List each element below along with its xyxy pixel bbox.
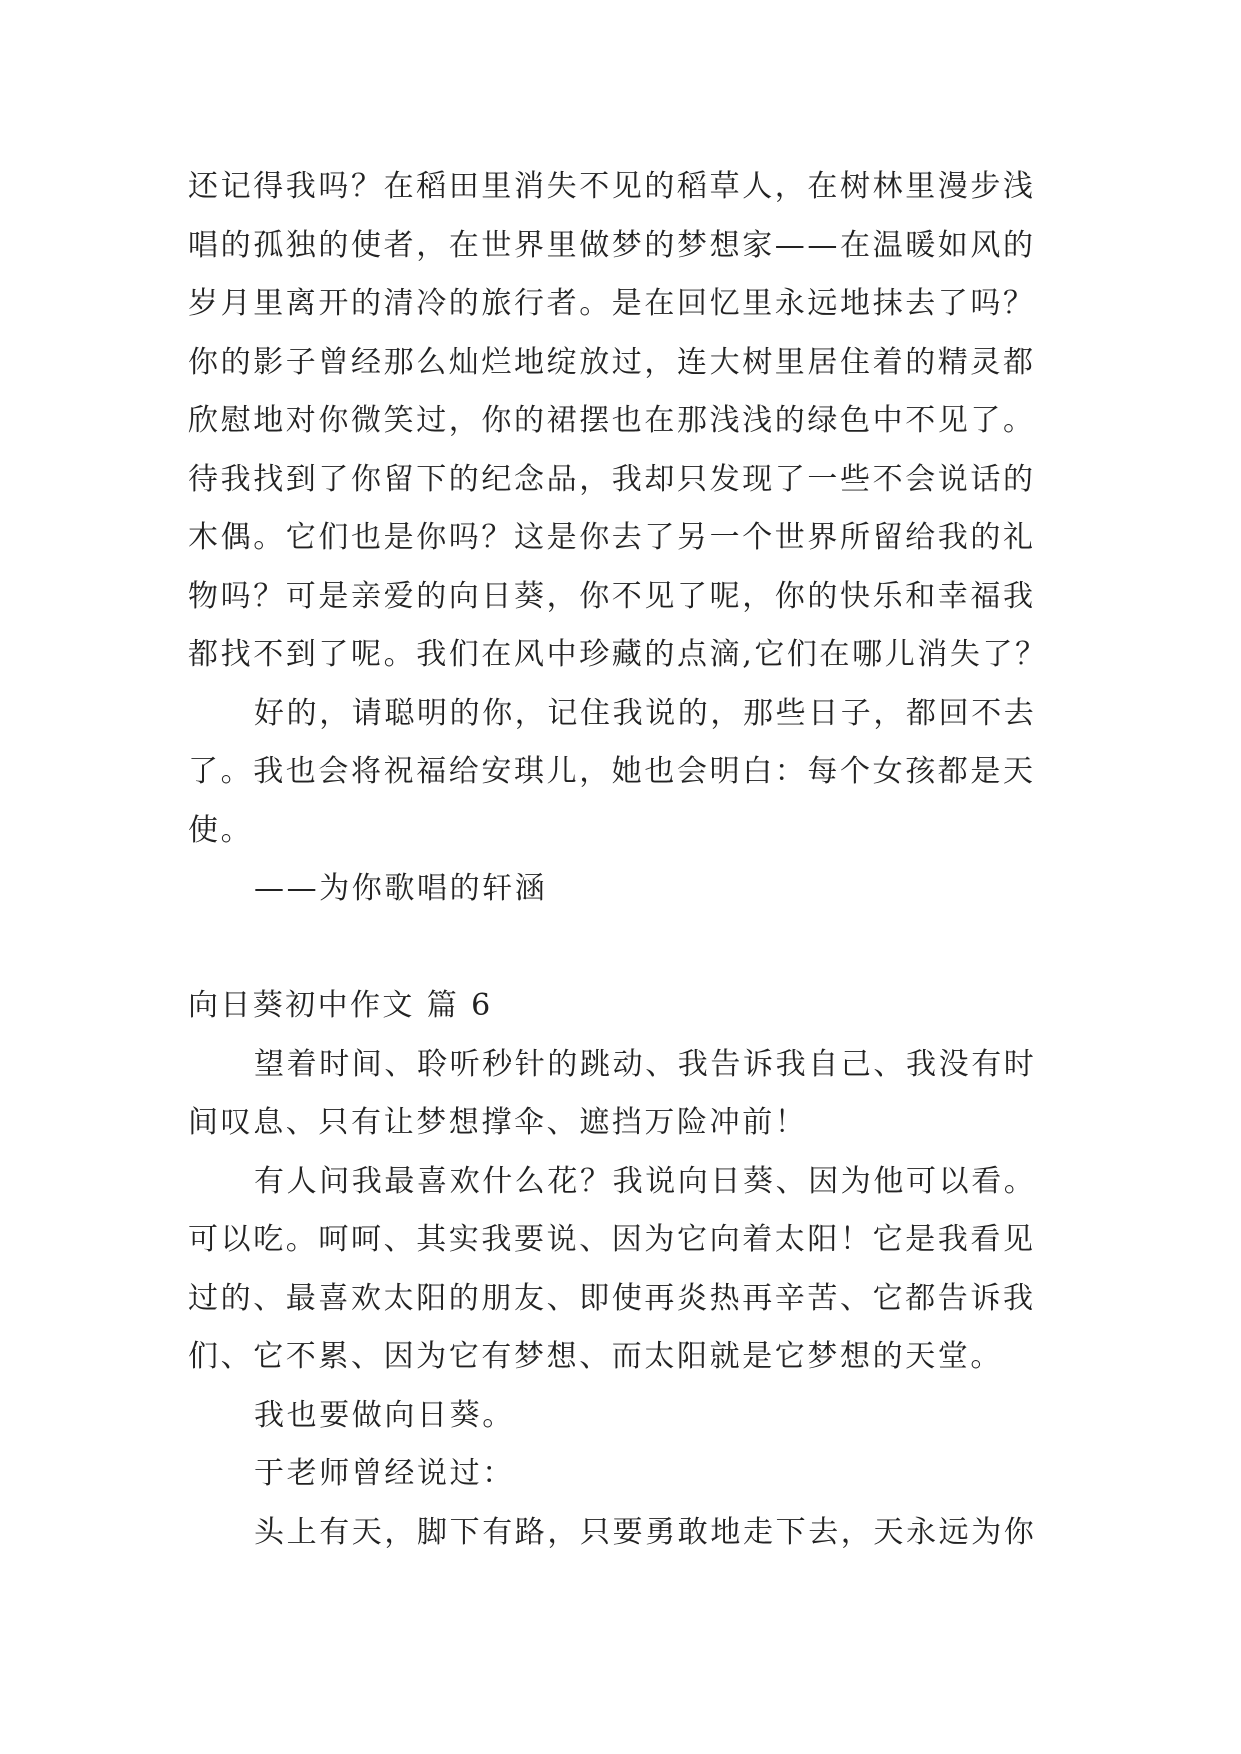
text-line: 可以吃。呵呵、其实我要说、因为它向着太阳！它是我看见 <box>188 1222 1036 1257</box>
text-line: 你的影子曾经那么灿烂地绽放过，连大树里居住着的精灵都 <box>188 344 1036 380</box>
paragraph-5: 我也要做向日葵。 <box>254 1397 515 1433</box>
paragraph-3 <box>188 1036 1068 1153</box>
text-line: 望着时间、聆听秒针的跳动、我告诉我自己、我没有时 <box>254 1046 1037 1082</box>
section-spacer <box>188 919 1068 978</box>
text-line: 欣慰地对你微笑过，你的裙摆也在那浅浅的绿色中不见了。 <box>188 403 1036 438</box>
text-line: 了。我也会将祝福给安琪儿，她也会明白：每个女孩都是天 <box>188 754 1036 789</box>
paragraph-6: 于老师曾经说过： <box>254 1456 515 1491</box>
document-body <box>188 158 1068 1562</box>
text-line: 还记得我吗？在稻田里消失不见的稻草人，在树林里漫步浅 <box>188 169 1036 204</box>
text-line: 都找不到了呢。我们在风中珍藏的点滴,它们在哪儿消失了？ <box>188 637 1048 672</box>
paragraph-4 <box>188 1153 1068 1387</box>
signature: ——为你歌唱的轩涵 <box>254 871 548 906</box>
text-line: 待我找到了你留下的纪念品，我却只发现了一些不会说话的 <box>188 461 1036 497</box>
text-line: 物吗？可是亲爱的向日葵，你不见了呢，你的快乐和幸福我 <box>188 578 1036 614</box>
text-line: 岁月里离开的清冷的旅行者。是在回忆里永远地抹去了吗？ <box>188 286 1036 321</box>
text-line: 好的，请聪明的你，记住我说的，那些日子，都回不去 <box>254 695 1037 731</box>
text-line: 使。 <box>188 812 254 848</box>
paragraph-7: 头上有天，脚下有路，只要勇敢地走下去，天永远为你 <box>254 1514 1037 1550</box>
text-line: 们、它不累、因为它有梦想、而太阳就是它梦想的天堂。 <box>188 1339 1003 1374</box>
text-line: 唱的孤独的使者，在世界里做梦的梦想家——在温暖如风的 <box>188 227 1036 263</box>
text-line: 木偶。它们也是你吗？这是你去了另一个世界所留给我的礼 <box>188 520 1036 555</box>
paragraph-1 <box>188 158 1068 685</box>
text-line: 间叹息、只有让梦想撑伞、遮挡万险冲前！ <box>188 1105 808 1140</box>
text-line: 过的、最喜欢太阳的朋友、即使再炎热再辛苦、它都告诉我 <box>188 1280 1036 1316</box>
paragraph-2 <box>188 685 1068 861</box>
text-line: 有人问我最喜欢什么花？我说向日葵、因为他可以看。 <box>254 1163 1037 1199</box>
section-heading: 向日葵初中作文 篇 6 <box>188 988 493 1023</box>
